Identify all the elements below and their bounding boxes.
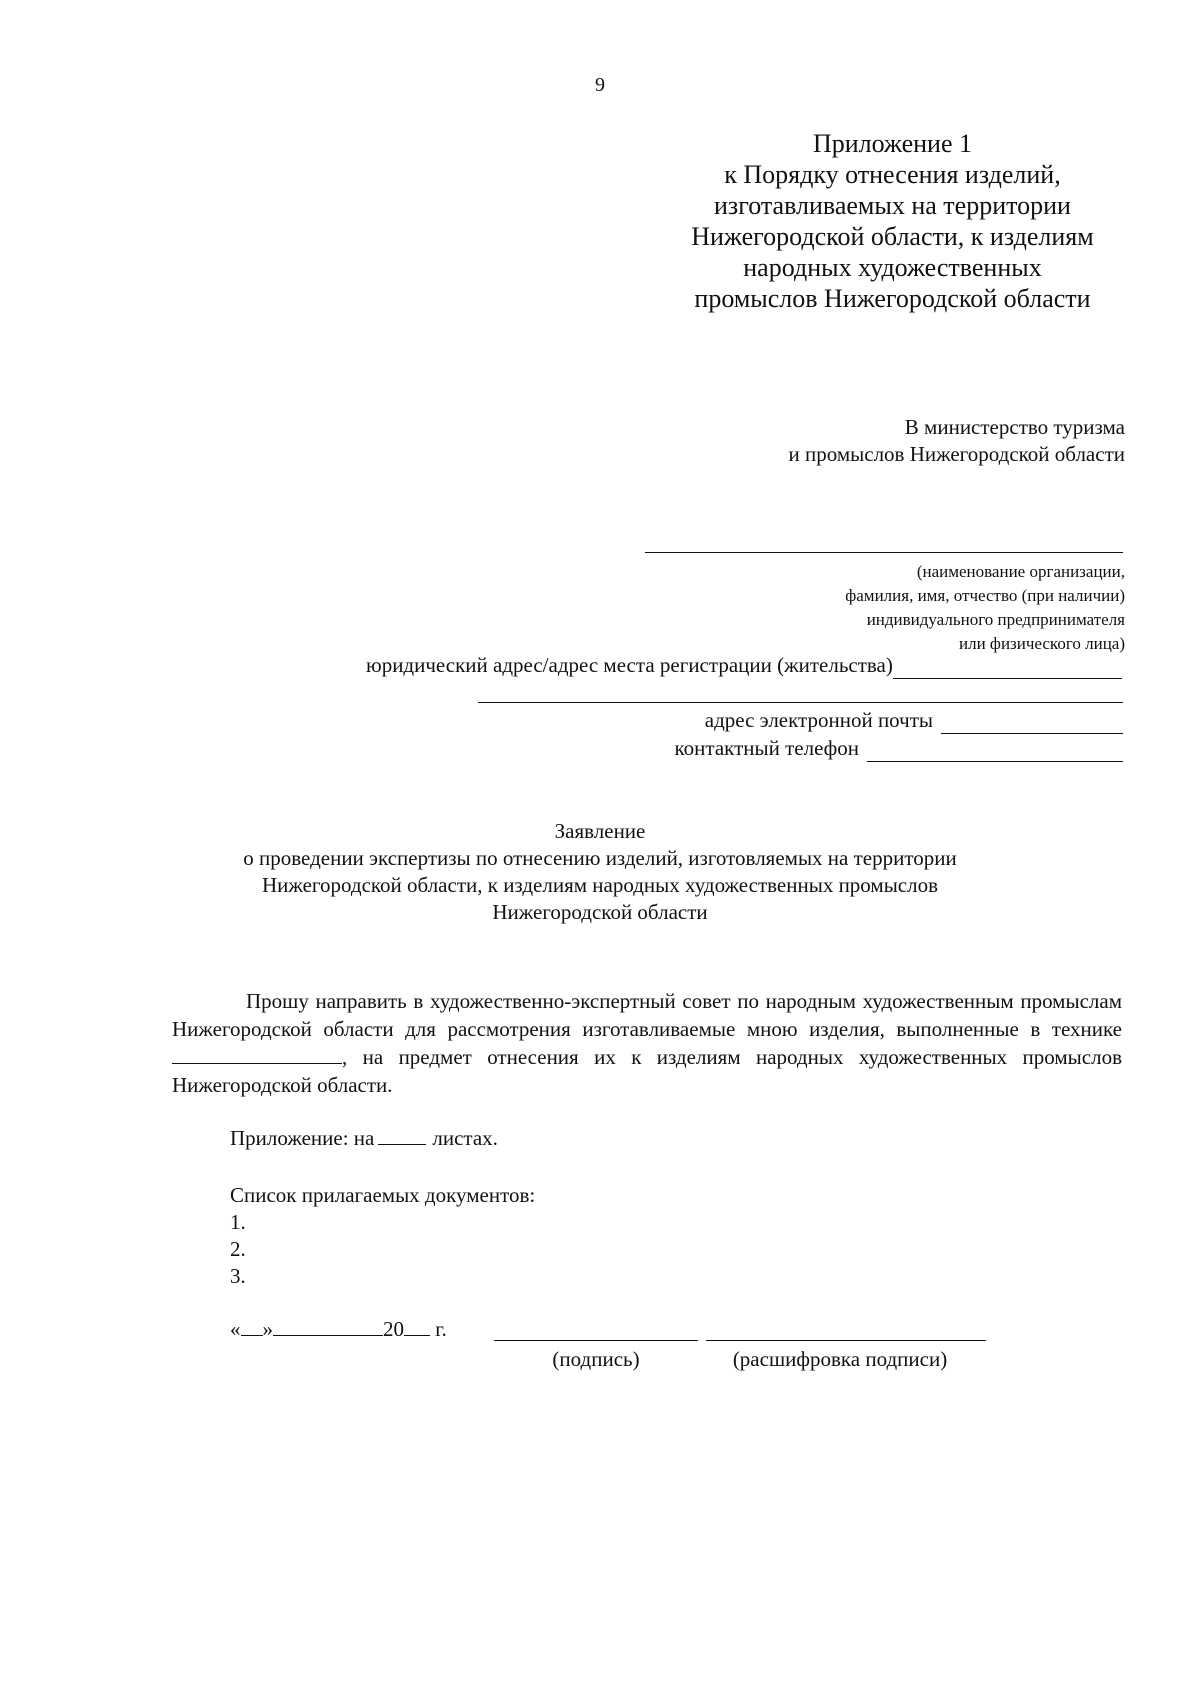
document-item: 1. (230, 1210, 246, 1234)
date-year-suffix: г. (435, 1317, 447, 1341)
request-paragraph (172, 987, 1122, 1099)
date-month-field[interactable] (273, 1317, 383, 1336)
address-label: юридический адрес/адрес места регистрации (жительства) (366, 653, 893, 677)
statement-heading (150, 818, 1050, 926)
signature-field[interactable] (494, 1340, 698, 1341)
technique-field[interactable] (172, 1044, 342, 1064)
annex-line: к Порядку отнесения изделий, (724, 160, 1061, 189)
address-field[interactable] (893, 657, 1122, 679)
document-item: 3. (230, 1264, 246, 1288)
date-close-quote: » (262, 1317, 273, 1341)
date-year-field[interactable] (404, 1317, 430, 1336)
address-row (366, 652, 1122, 679)
applicant-hint-line: или физического лица) (959, 634, 1125, 653)
annex-line: народных художественных (743, 253, 1042, 282)
request-text-part2: , на предмет отнесения их к изделиям народных художественных промыслов Нижегородской области. (172, 1045, 1122, 1097)
address-field-continuation[interactable] (478, 702, 1123, 703)
applicant-hint-line: индивидуального предпринимателя (866, 610, 1125, 629)
annex-line: Нижегородской области, к изделиям (691, 222, 1094, 251)
applicant-hint (845, 560, 1125, 656)
annex-heading (660, 128, 1125, 314)
applicant-hint-line: фамилия, имя, отчество (при наличии) (845, 586, 1125, 605)
signature-decode-field[interactable] (706, 1340, 986, 1341)
attachment-prefix: Приложение: на (230, 1126, 375, 1150)
signature-label: (подпись) (552, 1347, 640, 1371)
applicant-name-field[interactable] (645, 552, 1123, 553)
phone-label: контактный телефон (674, 736, 859, 760)
attachment-line (230, 1125, 498, 1152)
statement-title: Заявление (554, 819, 646, 843)
sheet-count-field[interactable] (378, 1126, 426, 1145)
email-label: адрес электронной почты (704, 708, 933, 732)
statement-subtitle-line: Нижегородской области, к изделиям народных художественных промыслов (261, 873, 939, 897)
recipient-block (789, 414, 1125, 468)
email-field[interactable] (941, 712, 1123, 734)
annex-line: изготавливаемых на территории (714, 191, 1071, 220)
document-item: 2. (230, 1237, 246, 1261)
request-text-part1: Прошу направить в художественно-экспертный совет по народным художественным промыслам Нижегородской области для рассмотрения изготавливаемые мною изделия, выполненные в технике (172, 989, 1122, 1041)
date-row (230, 1316, 447, 1343)
date-day-field[interactable] (241, 1317, 263, 1336)
date-year-prefix: 20 (383, 1317, 404, 1341)
attachment-suffix: листах. (432, 1126, 498, 1150)
documents-title: Список прилагаемых документов: (230, 1183, 536, 1207)
page-number: 9 (595, 74, 605, 96)
signature-decode-label: (расшифровка подписи) (732, 1347, 948, 1371)
applicant-hint-line: (наименование организации, (916, 562, 1125, 581)
recipient-line: В министерство туризма (904, 415, 1125, 439)
annex-line: промыслов Нижегородской области (694, 284, 1091, 313)
recipient-line: и промыслов Нижегородской области (788, 442, 1125, 466)
email-row (705, 707, 1123, 734)
date-open-quote: « (230, 1317, 241, 1341)
annex-line: Приложение 1 (812, 129, 973, 158)
statement-subtitle-line: о проведении экспертизы по отнесению изделий, изготовляемых на территории (243, 846, 957, 870)
phone-row (675, 735, 1123, 762)
statement-subtitle-line: Нижегородской области (492, 900, 708, 924)
documents-list (230, 1182, 535, 1290)
phone-field[interactable] (867, 740, 1123, 762)
